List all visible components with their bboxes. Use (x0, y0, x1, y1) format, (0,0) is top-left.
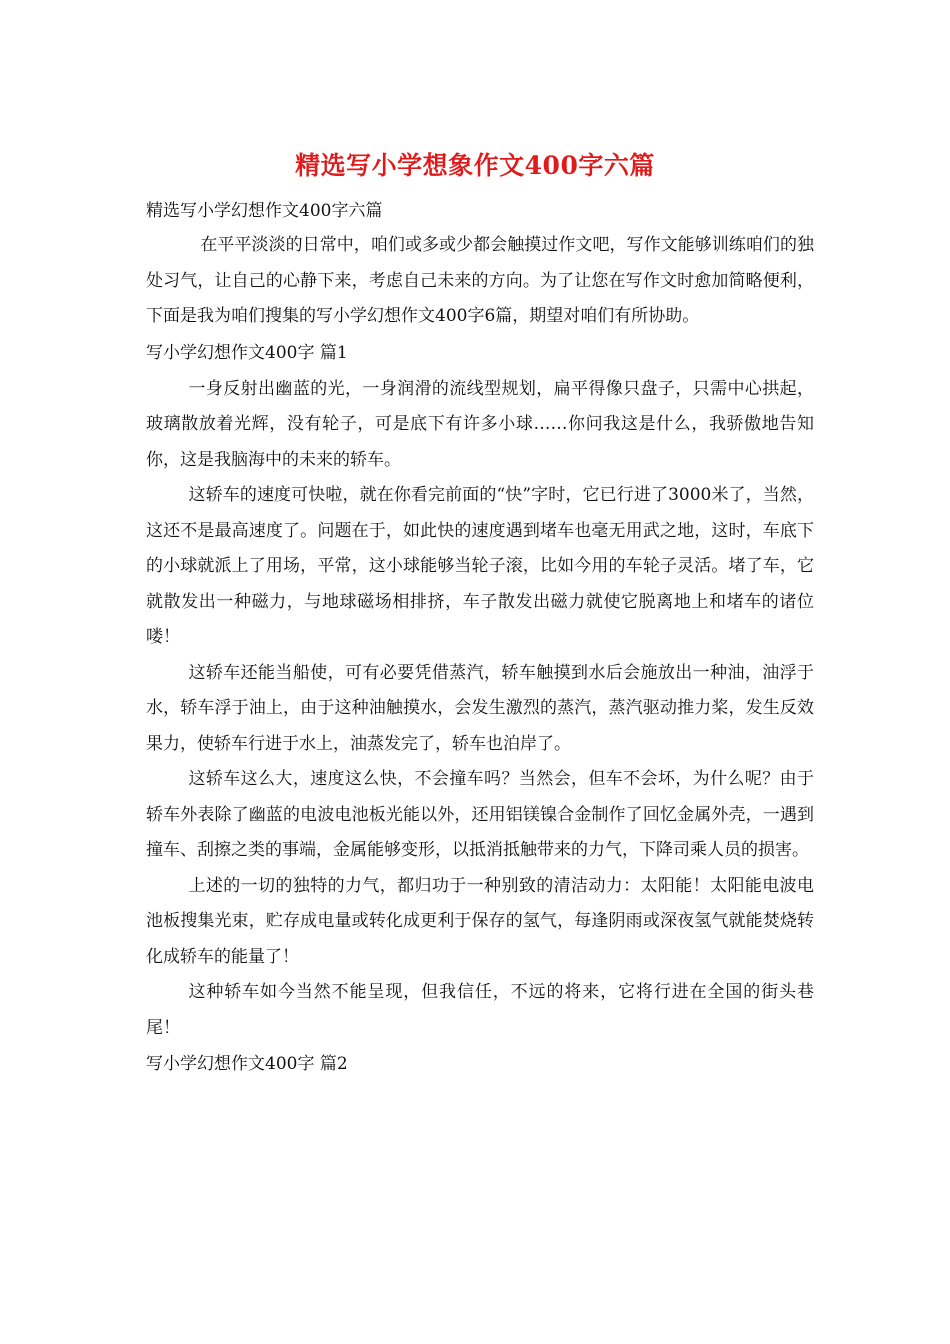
intro-paragraph: 在平平淡淡的日常中，咱们或多或少都会触摸过作文吧，写作文能够训练咱们的独处习气，让自己的心静下来，考虑自己未来的方向。为了让您在写作文时愈加简略便利，下面是我为咱们搜集的写小学幻想作文400字6篇，期望对咱们有所协助。 (146, 235, 814, 326)
section-heading-1: 写小学幻想作文400字 篇1 (146, 342, 348, 363)
section-heading-2: 写小学幻想作文400字 篇2 (146, 1054, 348, 1074)
document-title: 精选写小学想象作文400字六篇 (295, 151, 655, 180)
section1-paragraph: 上述的一切的独特的力气，都归功于一种别致的清洁动力：太阳能！太阳能电波电池板搜集光束，贮存成电量或转化成更利于保存的氢气，每逢阴雨或深夜氢气就能焚烧转化成轿车的能量了！ (146, 875, 814, 967)
section1-paragraph: 这种轿车如今当然不能呈现，但我信任，不远的将来，它将行进在全国的街头巷尾！ (146, 982, 814, 1038)
section1-paragraph: 一身反射出幽蓝的光，一身润滑的流线型规划，扁平得像只盘子，只需中心拱起，玻璃散放着光辉，没有轮子，可是底下有许多小球……你问我这是什么，我骄傲地告知你，这是我脑海中的未来的轿车。 (146, 378, 814, 470)
document-subtitle: 精选写小学幻想作文400字六篇 (146, 201, 383, 221)
section1-paragraph: 这轿车这么大，速度这么快，不会撞车吗？当然会，但车不会坏，为什么呢？由于轿车外表除了幽蓝的电波电池板光能以外，还用铝镁镍合金制作了回忆金属外壳，一遇到撞车、刮擦之类的事端，金属能够变形，以抵消抵触带来的力气，下降司乘人员的损害。 (146, 769, 814, 860)
section1-paragraph: 这轿车的速度可快啦，就在你看完前面的“快”字时，它已行进了3000米了，当然，这还不是最高速度了。问题在于，如此快的速度遇到堵车也毫无用武之地，这时，车底下的小球就派上了用场，平常，这小球能够当轮子滚，比如今用的车轮子灵活。堵了车，它就散发出一种磁力，与地球磁场相排挤，车子散发出磁力就使它脱离地上和堵车的诸位喽！ (146, 485, 814, 647)
document-body (146, 196, 814, 1083)
section1-paragraph: 这轿车还能当船使，可有必要凭借蒸汽，轿车触摸到水后会施放出一种油，油浮于水，轿车浮于油上，由于这种油触摸水，会发生激烈的蒸汽，蒸汽驱动推力桨，发生反效果力，使轿车行进于水上，油蒸发完了，轿车也泊岸了。 (146, 662, 814, 754)
